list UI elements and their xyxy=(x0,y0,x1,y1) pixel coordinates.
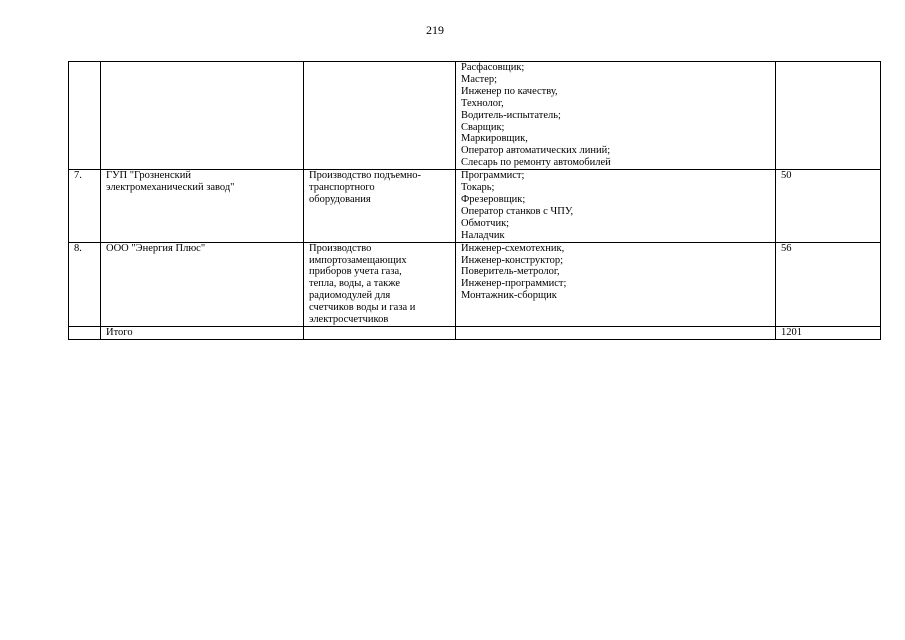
cell-total-count: 1201 xyxy=(776,326,881,339)
activity-line: приборов учета газа, xyxy=(309,266,402,278)
activity-line: радиомодулей для xyxy=(309,290,391,302)
profession-line: Маркировщик, xyxy=(461,133,528,145)
organization-line: электромеханический завод" xyxy=(106,182,235,194)
organization-line: ООО "Энергия Плюс" xyxy=(106,242,206,254)
profession-line: Монтажник-сборщик xyxy=(461,290,557,302)
activity-line: транспортного xyxy=(309,182,375,194)
page-number: 219 xyxy=(426,23,444,37)
cell-number xyxy=(69,62,101,170)
profession-line: Фрезеровщик; xyxy=(461,193,526,205)
profession-line: Обмотчик; xyxy=(461,217,510,229)
cell-count: 50 xyxy=(776,170,881,242)
professions-table xyxy=(68,61,881,340)
table-row-7 xyxy=(69,170,881,242)
profession-line: Мастер; xyxy=(461,73,498,85)
profession-line: Инженер-схемотехник, xyxy=(461,242,565,254)
table-row-8 xyxy=(69,242,881,326)
cell-number xyxy=(69,326,101,339)
profession-line: Инженер по качеству, xyxy=(461,85,558,97)
profession-line: Инженер-конструктор; xyxy=(461,254,564,266)
activity-line: тепла, воды, а также xyxy=(309,278,401,290)
cell-count: 56 xyxy=(776,242,881,326)
profession-line: Программист; xyxy=(461,170,525,182)
profession-line: Оператор автоматических линий; xyxy=(461,145,611,157)
cell-professions xyxy=(456,326,776,339)
cell-organization xyxy=(101,242,304,326)
activity-line: Производство xyxy=(309,242,372,254)
cell-total-label: Итого xyxy=(101,326,304,339)
profession-line: Технолог, xyxy=(461,97,504,109)
profession-line: Водитель-испытатель; xyxy=(461,109,561,121)
organization-line: ГУП "Грозненский xyxy=(106,170,191,182)
profession-line: Наладчик xyxy=(461,229,505,241)
activity-line: Производство подъемно- xyxy=(309,170,422,182)
profession-line: Токарь; xyxy=(461,182,495,194)
cell-activity xyxy=(304,326,456,339)
cell-count xyxy=(776,62,881,170)
profession-line: Поверитель-метролог, xyxy=(461,266,560,278)
activity-line: счетчиков воды и газа и xyxy=(309,302,416,314)
profession-line: Оператор станков с ЧПУ, xyxy=(461,205,574,217)
cell-activity xyxy=(304,170,456,242)
profession-line: Инженер-программист; xyxy=(461,278,567,290)
cell-activity xyxy=(304,62,456,170)
cell-professions xyxy=(456,170,776,242)
activity-line: импортозамещающих xyxy=(309,254,407,266)
profession-line: Слесарь по ремонту автомобилей xyxy=(461,157,611,169)
profession-line: Расфасовщик; xyxy=(461,62,525,73)
table-row-continuation xyxy=(69,62,881,170)
cell-number: 8. xyxy=(69,242,101,326)
cell-activity xyxy=(304,242,456,326)
cell-professions xyxy=(456,62,776,170)
activity-line: оборудования xyxy=(309,193,371,205)
cell-professions xyxy=(456,242,776,326)
profession-line: Сварщик; xyxy=(461,121,505,133)
cell-organization xyxy=(101,170,304,242)
activity-line: электросчетчиков xyxy=(309,314,389,326)
cell-number: 7. xyxy=(69,170,101,242)
cell-organization xyxy=(101,62,304,170)
table-row-total xyxy=(69,326,881,339)
